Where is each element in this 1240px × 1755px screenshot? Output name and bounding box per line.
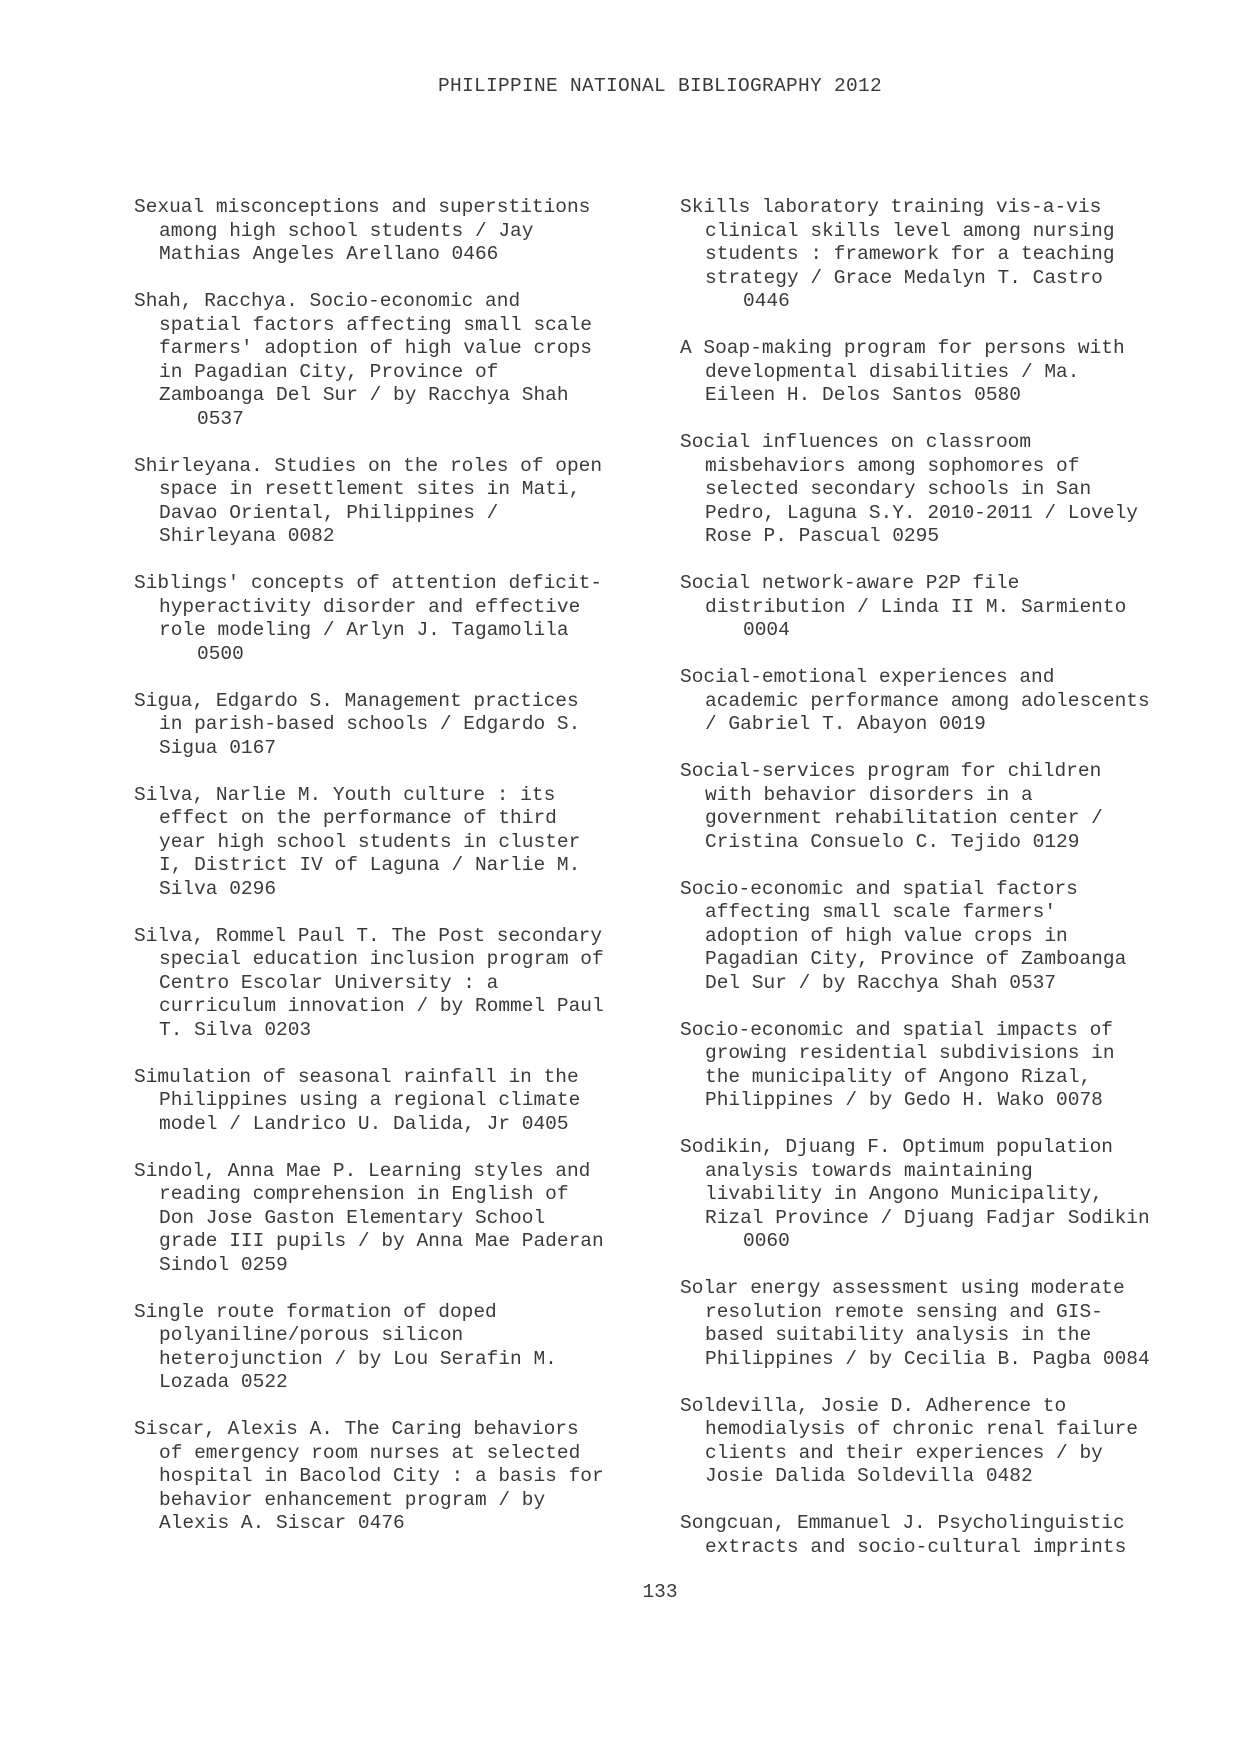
- entry-continuation-line: Pedro, Laguna S.Y. 2010-2011 / Lovely: [705, 501, 1138, 524]
- entry-continuation-line: Eileen H. Delos Santos 0580: [705, 384, 1021, 406]
- entry-continuation-line: hyperactivity disorder and effective: [159, 595, 581, 618]
- entry-continuation-line: hospital in Bacolod City : a basis for: [159, 1465, 604, 1487]
- bibliography-entry: [680, 666, 1210, 737]
- entry-continuation-line: misbehaviors among sophomores of: [705, 454, 1080, 477]
- entry-continuation-line: in parish-based schools / Edgardo S.: [159, 713, 581, 735]
- entry-first-line: Socio-economic and spatial factors: [680, 877, 1078, 900]
- bibliography-entry: [680, 878, 1210, 996]
- entry-record-number: 0446: [743, 290, 790, 312]
- entry-continuation-line: resolution remote sensing and GIS-: [705, 1300, 1103, 1323]
- bibliography-entry: [134, 572, 654, 666]
- entry-first-line: Social-emotional experiences and: [680, 666, 1055, 688]
- entry-continuation-line: year high school students in cluster: [159, 830, 581, 853]
- entry-continuation-line: space in resettlement sites in Mati,: [159, 478, 581, 500]
- entry-continuation-line: farmers' adoption of high value crops: [159, 337, 592, 359]
- entry-first-line: A Soap-making program for persons with: [680, 337, 1125, 359]
- entry-first-line: Socio-economic and spatial impacts of: [680, 1018, 1113, 1041]
- bibliography-entry: [134, 290, 654, 431]
- entry-continuation-line: Silva 0296: [159, 877, 277, 900]
- entry-continuation-line: hemodialysis of chronic renal failure: [705, 1418, 1138, 1440]
- entry-continuation-line: with behavior disorders in a: [705, 783, 1033, 806]
- bibliography-entry: [134, 1418, 654, 1536]
- entry-first-line: Solar energy assessment using moderate: [680, 1277, 1125, 1299]
- entry-continuation-line: Rizal Province / Djuang Fadjar Sodikin: [705, 1206, 1150, 1229]
- entry-continuation-line: the municipality of Angono Rizal,: [705, 1065, 1092, 1088]
- entry-continuation-line: academic performance among adolescents: [705, 689, 1150, 712]
- entry-first-line: Shirleyana. Studies on the roles of open: [134, 454, 603, 477]
- entry-continuation-line: Shirleyana 0082: [159, 525, 335, 547]
- entry-continuation-line: Philippines using a regional climate: [159, 1089, 581, 1111]
- bibliography-entry: [134, 784, 654, 902]
- bibliography-entry: [134, 196, 654, 267]
- entry-continuation-line: I, District IV of Laguna / Narlie M.: [159, 854, 581, 876]
- entry-first-line: Social network-aware P2P file: [680, 572, 1020, 594]
- entry-continuation-line: role modeling / Arlyn J. Tagamolila: [159, 619, 569, 641]
- entry-continuation-line: clients and their experiences / by: [705, 1441, 1103, 1464]
- entry-continuation-line: curriculum innovation / by Rommel Paul: [159, 995, 604, 1017]
- entry-continuation-line: growing residential subdivisions in: [705, 1042, 1115, 1064]
- entry-continuation-line: among high school students / Jay: [159, 219, 534, 242]
- bibliography-entry: [134, 690, 654, 761]
- entry-continuation-line: selected secondary schools in San: [705, 478, 1092, 500]
- bibliography-entry: [134, 1160, 654, 1278]
- bibliography-entry: [134, 455, 654, 549]
- page-number: 133: [642, 1581, 678, 1603]
- entry-continuation-line: effect on the performance of third: [159, 807, 557, 829]
- entry-first-line: Silva, Rommel Paul T. The Post secondary: [134, 924, 603, 947]
- entry-continuation-line: adoption of high value crops in: [705, 924, 1068, 947]
- entry-continuation-line: behavior enhancement program / by: [159, 1488, 546, 1511]
- bibliography-entry: [680, 1136, 1210, 1254]
- bibliography-entry: [134, 925, 654, 1043]
- entry-first-line: Songcuan, Emmanuel J. Psycholinguistic: [680, 1512, 1125, 1534]
- entry-first-line: Sindol, Anna Mae P. Learning styles and: [134, 1159, 591, 1182]
- bibliography-entry: [134, 1301, 654, 1395]
- bibliography-entry: [680, 572, 1210, 643]
- entry-continuation-line: Cristina Consuelo C. Tejido 0129: [705, 830, 1080, 853]
- entry-record-number: 0004: [743, 619, 790, 641]
- entry-continuation-line: Lozada 0522: [159, 1371, 288, 1393]
- entry-continuation-line: Pagadian City, Province of Zamboanga: [705, 948, 1127, 970]
- entry-continuation-line: strategy / Grace Medalyn T. Castro: [705, 266, 1103, 289]
- bibliography-entry: [680, 1395, 1210, 1489]
- entry-continuation-line: of emergency room nurses at selected: [159, 1441, 581, 1464]
- entry-first-line: Shah, Racchya. Socio-economic and: [134, 290, 521, 312]
- entry-continuation-line: Don Jose Gaston Elementary School: [159, 1206, 546, 1229]
- entry-continuation-line: government rehabilitation center /: [705, 807, 1103, 829]
- entry-first-line: Sexual misconceptions and superstitions: [134, 196, 591, 218]
- entry-continuation-line: developmental disabilities / Ma.: [705, 360, 1080, 383]
- entry-first-line: Social influences on classroom: [680, 431, 1032, 453]
- entry-continuation-line: in Pagadian City, Province of: [159, 360, 499, 383]
- entry-record-number: 0537: [197, 407, 244, 430]
- entry-continuation-line: Sigua 0167: [159, 736, 277, 759]
- entry-first-line: Silva, Narlie M. Youth culture : its: [134, 783, 556, 806]
- bibliography-entry: [680, 760, 1210, 854]
- entry-continuation-line: grade III pupils / by Anna Mae Paderan: [159, 1230, 604, 1252]
- entry-first-line: Siscar, Alexis A. The Caring behaviors: [134, 1418, 579, 1440]
- entry-first-line: Siblings' concepts of attention deficit-: [134, 572, 603, 594]
- entry-continuation-line: extracts and socio-cultural imprints: [705, 1535, 1127, 1558]
- bibliography-entry: [680, 1277, 1210, 1371]
- right-column: [680, 196, 1210, 1583]
- entry-first-line: Sodikin, Djuang F. Optimum population: [680, 1136, 1113, 1158]
- entry-continuation-line: polyaniline/porous silicon: [159, 1324, 464, 1346]
- entry-continuation-line: Alexis A. Siscar 0476: [159, 1512, 405, 1534]
- bibliography-entry: [680, 337, 1210, 408]
- entry-first-line: Soldevilla, Josie D. Adherence to: [680, 1394, 1067, 1417]
- entry-continuation-line: heterojunction / by Lou Serafin M.: [159, 1347, 557, 1370]
- entry-record-number: 0500: [197, 642, 244, 665]
- entry-continuation-line: Centro Escolar University : a: [159, 971, 499, 994]
- entry-first-line: Social-services program for children: [680, 760, 1102, 782]
- entry-continuation-line: Del Sur / by Racchya Shah 0537: [705, 971, 1057, 994]
- entry-first-line: Skills laboratory training vis-a-vis: [680, 196, 1102, 218]
- bibliography-entry: [680, 1512, 1210, 1559]
- entry-continuation-line: Philippines / by Gedo H. Wako 0078: [705, 1089, 1103, 1111]
- entry-continuation-line: distribution / Linda II M. Sarmiento: [705, 595, 1127, 618]
- entry-continuation-line: Sindol 0259: [159, 1253, 288, 1276]
- entry-first-line: Sigua, Edgardo S. Management practices: [134, 689, 579, 712]
- page-header: PHILIPPINE NATIONAL BIBLIOGRAPHY 2012: [437, 75, 883, 97]
- entry-continuation-line: spatial factors affecting small scale: [159, 313, 592, 336]
- entry-continuation-line: Zamboanga Del Sur / by Racchya Shah: [159, 384, 569, 406]
- bibliography-entry: [680, 431, 1210, 549]
- entry-continuation-line: Davao Oriental, Philippines /: [159, 501, 499, 524]
- entry-continuation-line: / Gabriel T. Abayon 0019: [705, 713, 986, 735]
- entry-first-line: Single route formation of doped: [134, 1300, 497, 1323]
- entry-continuation-line: clinical skills level among nursing: [705, 219, 1115, 242]
- entry-continuation-line: special education inclusion program of: [159, 948, 604, 970]
- entry-continuation-line: Philippines / by Cecilia B. Pagba 0084: [705, 1347, 1150, 1370]
- entry-continuation-line: model / Landrico U. Dalida, Jr 0405: [159, 1112, 569, 1135]
- entry-continuation-line: Mathias Angeles Arellano 0466: [159, 243, 499, 265]
- bibliography-entry: [680, 1019, 1210, 1113]
- bibliography-entry: [680, 196, 1210, 314]
- entry-continuation-line: students : framework for a teaching: [705, 243, 1115, 265]
- entry-continuation-line: livability in Angono Municipality,: [705, 1183, 1103, 1205]
- entry-continuation-line: Josie Dalida Soldevilla 0482: [705, 1465, 1033, 1487]
- bibliography-entry: [134, 1066, 654, 1137]
- entry-continuation-line: T. Silva 0203: [159, 1018, 312, 1041]
- left-column: [134, 196, 654, 1559]
- entry-continuation-line: reading comprehension in English of: [159, 1183, 569, 1205]
- entry-first-line: Simulation of seasonal rainfall in the: [134, 1065, 579, 1088]
- entry-continuation-line: based suitability analysis in the: [705, 1324, 1092, 1346]
- entry-record-number: 0060: [743, 1230, 790, 1252]
- entry-continuation-line: affecting small scale farmers': [705, 901, 1057, 923]
- entry-continuation-line: Rose P. Pascual 0295: [705, 525, 940, 547]
- entry-continuation-line: analysis towards maintaining: [705, 1159, 1033, 1182]
